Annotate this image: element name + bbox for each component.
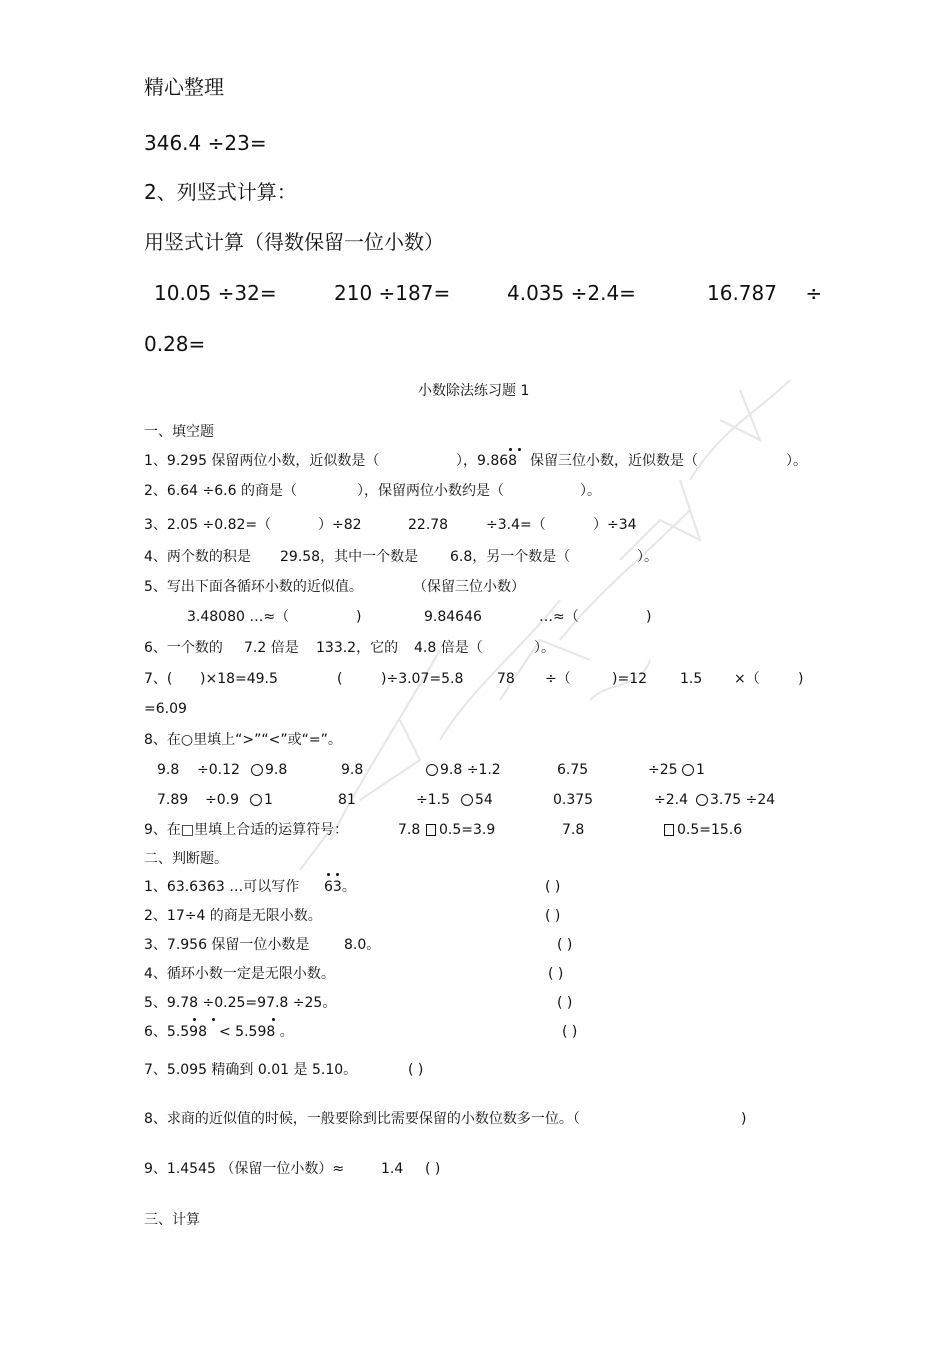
answer-box[interactable] xyxy=(426,824,436,836)
section-heading: 一、填空题 xyxy=(144,424,214,440)
question-text: 1、9.295 保留两位小数，近似数是（ xyxy=(144,453,380,469)
judge-mark[interactable]: ( ) xyxy=(557,937,573,953)
judge-mark[interactable]: ( ) xyxy=(425,1161,441,1177)
repeating-dot xyxy=(327,873,330,876)
compare-item: 0.375 xyxy=(553,792,594,808)
question-text: ）÷34 xyxy=(593,517,637,533)
question-text: 3.48080 …≈（ xyxy=(187,609,290,625)
question-text: )÷3.07=5.8 xyxy=(381,671,464,687)
question-text: 7.8 xyxy=(562,822,585,838)
question-text: ) xyxy=(798,671,804,687)
question-text: 4.8 倍是（ xyxy=(414,640,483,656)
answer-circle[interactable] xyxy=(426,764,438,776)
question-text: ) xyxy=(646,609,652,625)
section-title: 2、列竖式计算： xyxy=(144,180,297,204)
compare-item: 6.75 xyxy=(557,762,589,778)
judge-mark[interactable]: ( ) xyxy=(548,966,564,982)
compare-item: 9.8 ÷1.2 xyxy=(440,762,501,778)
question-text: 保留三位小数，近似数是（ xyxy=(530,453,698,469)
question-text: …≈（ xyxy=(539,609,579,625)
repeating-dot xyxy=(193,1018,196,1021)
question-text: ) xyxy=(356,609,362,625)
judge-mark[interactable]: ( ) xyxy=(562,1024,578,1040)
compare-item: ÷0.12 xyxy=(197,762,240,778)
compare-item: 81 xyxy=(338,792,356,808)
question-text: 6.8，另一个数是（ xyxy=(450,549,571,565)
question-text: 8、在○里填上“>”“<”或“=”。 xyxy=(144,732,342,748)
question-text: ）。 xyxy=(786,453,807,469)
question-text: 7.8 xyxy=(398,822,421,838)
vertical-calc-item: 210 ÷187= xyxy=(334,281,451,305)
repeating-dot xyxy=(336,873,339,876)
question-text: （保留三位小数） xyxy=(413,579,525,595)
question-text: ( xyxy=(337,671,343,687)
compare-item: 3.75 ÷24 xyxy=(710,792,776,808)
compare-item: 54 xyxy=(475,792,493,808)
repeating-dot xyxy=(272,1018,275,1021)
compare-item: 9.8 xyxy=(157,762,180,778)
question-text: ÷3.4=（ xyxy=(486,517,546,533)
question-text: 7、( xyxy=(144,671,173,687)
answer-box[interactable] xyxy=(664,824,674,836)
question-text: 78 xyxy=(497,671,515,687)
judge-item: 2、17÷4 的商是无限小数。 xyxy=(144,908,322,924)
judge-item: 9、1.4545 （保留一位小数）≈ xyxy=(144,1161,345,1177)
judge-item: 5、9.78 ÷0.25=97.8 ÷25。 xyxy=(144,995,337,1011)
judge-item-extra: 1.4 xyxy=(381,1161,404,1177)
compare-item: ÷2.4 xyxy=(654,792,688,808)
compare-item: ÷0.9 xyxy=(205,792,239,808)
question-text: ÷（ xyxy=(545,671,571,687)
question-text: )=12 xyxy=(612,671,648,687)
top-equation: 346.4 ÷23= xyxy=(144,131,267,155)
compare-item: ÷25 xyxy=(648,762,678,778)
judge-item-extra: 8.0。 xyxy=(344,937,381,953)
question-text: ），9.868 xyxy=(456,453,518,469)
judge-mark[interactable]: ) xyxy=(741,1111,747,1127)
answer-circle[interactable] xyxy=(250,794,262,806)
vertical-calc-item: 0.28= xyxy=(144,332,206,356)
question-text: 9、在□里填上合适的运算符号： xyxy=(144,822,349,838)
question-text: ×（ xyxy=(734,671,760,687)
judge-mark[interactable]: ( ) xyxy=(557,995,573,1011)
judge-mark[interactable]: ( ) xyxy=(545,879,561,895)
question-text: 29.58，其中一个数是 xyxy=(280,549,419,565)
section-heading: 三、计算 xyxy=(144,1212,200,1228)
compare-item: 7.89 xyxy=(157,792,189,808)
worksheet-title: 小数除法练习题 1 xyxy=(418,383,530,399)
question-text: 0.5=3.9 xyxy=(439,822,496,838)
question-text: 6、一个数的 xyxy=(144,640,223,656)
vertical-calc-item: 4.035 ÷2.4= xyxy=(507,281,636,305)
answer-circle[interactable] xyxy=(461,794,473,806)
question-text: 3、2.05 ÷0.82=（ xyxy=(144,517,272,533)
compare-item: 1 xyxy=(696,762,705,778)
question-text: ）。 xyxy=(534,640,555,656)
compare-item: ÷1.5 xyxy=(416,792,450,808)
repeating-dot xyxy=(518,448,521,451)
answer-circle[interactable] xyxy=(696,794,708,806)
compare-item: 9.8 xyxy=(341,762,364,778)
judge-item: 1、63.6363 …可以写作 xyxy=(144,879,300,895)
section-heading: 二、判断题。 xyxy=(144,851,228,867)
judge-item-extra: 63。 xyxy=(324,879,356,895)
compare-item: 1 xyxy=(264,792,273,808)
repeating-dot xyxy=(212,1018,215,1021)
question-text: 1.5 xyxy=(680,671,703,687)
question-text: 7.2 倍是 xyxy=(244,640,299,656)
section-subtitle: 用竖式计算（得数保留一位小数） xyxy=(144,230,444,254)
answer-circle[interactable] xyxy=(251,764,263,776)
judge-item-extra: < 5.598 。 xyxy=(219,1024,294,1040)
judge-item: 6、5.598 xyxy=(144,1024,207,1040)
question-text: ）。 xyxy=(637,549,658,565)
question-text: 133.2，它的 xyxy=(316,640,399,656)
watermark-text: 精心整理 xyxy=(144,75,224,99)
question-text: 0.5=15.6 xyxy=(677,822,743,838)
question-text: ）÷82 xyxy=(318,517,362,533)
question-text: ）。 xyxy=(580,483,601,499)
question-text: 2、6.64 ÷6.6 的商是（ xyxy=(144,483,297,499)
question-text: ），保留两位小数约是（ xyxy=(357,483,504,499)
judge-item: 8、求商的近似值的时候，一般要除到比需要保留的小数位数多一位。（ xyxy=(144,1111,580,1127)
question-text: =6.09 xyxy=(144,701,187,717)
question-text: 5、写出下面各循环小数的近似值。 xyxy=(144,579,363,595)
repeating-dot xyxy=(509,448,512,451)
question-text: 22.78 xyxy=(408,517,449,533)
judge-item: 4、循环小数一定是无限小数。 xyxy=(144,966,335,982)
judge-mark[interactable]: ( ) xyxy=(545,908,561,924)
judge-item: 7、5.095 精确到 0.01 是 5.10。 xyxy=(144,1062,358,1078)
vertical-calc-item: 16.787 ÷ xyxy=(707,281,823,305)
question-text: )×18=49.5 xyxy=(200,671,278,687)
vertical-calc-item: 10.05 ÷32= xyxy=(154,281,277,305)
question-text: 4、两个数的积是 xyxy=(144,549,251,565)
compare-item: 9.8 xyxy=(265,762,288,778)
judge-mark[interactable]: ( ) xyxy=(408,1062,424,1078)
question-text: 9.84646 xyxy=(424,609,482,625)
answer-circle[interactable] xyxy=(682,764,694,776)
judge-item: 3、7.956 保留一位小数是 xyxy=(144,937,310,953)
